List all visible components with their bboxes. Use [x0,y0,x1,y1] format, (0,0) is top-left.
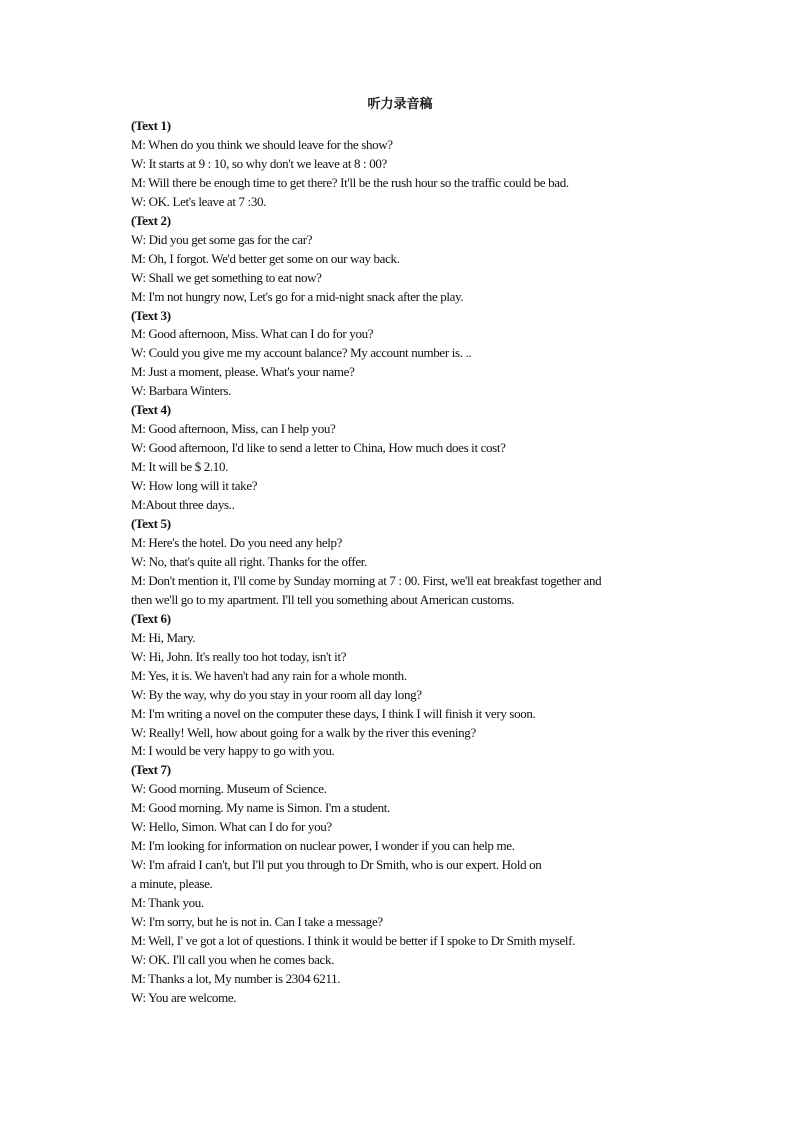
dialogue-line: W: Did you get some gas for the car? [131,231,313,247]
dialogue-line: M: Yes, it is. We haven't had any rain for a whole month. [131,667,407,683]
dialogue-line: W: I'm sorry, but he is not in. Can I take a message? [131,914,383,930]
dialogue-line: W: I'm afraid I can't, but I'll put you through to Dr Smith, who is our expert. Hold on [131,857,542,873]
dialogue-line: M: Hi, Mary. [131,629,196,645]
dialogue-line: M: Here's the hotel. Do you need any help? [131,534,343,550]
dialogue-line: M: Just a moment, please. What's your name? [131,364,355,380]
dialogue-line: then we'll go to my apartment. I'll tell you something about American customs. [131,591,515,607]
dialogue-line: W: OK. I'll call you when he comes back. [131,951,335,967]
dialogue-line: M: I'm writing a novel on the computer these days, I think I will finish it very soon. [131,705,536,721]
dialogue-line: W: No, that's quite all right. Thanks for the offer. [131,553,367,569]
dialogue-line: M: Good afternoon, Miss. What can I do for you? [131,326,374,342]
document-title: 听力录音稿 [367,97,433,112]
dialogue-line: M:About three days.. [131,497,235,513]
dialogue-line: W: By the way, why do you stay in your room all day long? [131,686,422,702]
dialogue-line: W: OK. Let's leave at 7 :30. [131,193,267,209]
dialogue-line: W: Barbara Winters. [131,383,232,399]
section-heading: (Text 5) [131,516,171,532]
dialogue-line: W: Really! Well, how about going for a walk by the river this evening? [131,724,476,740]
section-heading: (Text 7) [131,762,171,778]
dialogue-line: M: Will there be enough time to get there? It'll be the rush hour so the traffic could be bad. [131,174,569,190]
dialogue-line: M: I'm looking for information on nuclear power, I wonder if you can help me. [131,838,515,854]
dialogue-line: M: Good morning. My name is Simon. I'm a student. [131,800,390,816]
dialogue-line: M: When do you think we should leave for the show? [131,136,393,152]
dialogue-line: W: It starts at 9 : 10, so why don't we leave at 8 : 00? [131,155,387,171]
section-heading: (Text 3) [131,307,171,323]
dialogue-line: W: Hello, Simon. What can I do for you? [131,819,332,835]
dialogue-line: W: Could you give me my account balance? My account number is. .. [131,345,472,361]
dialogue-line: M: Well, I' ve got a lot of questions. I think it would be better if I spoke to Dr Smith myself. [131,932,576,948]
dialogue-line: W: You are welcome. [131,989,237,1005]
dialogue-line: M: I'm not hungry now, Let's go for a mid-night snack after the play. [131,288,464,304]
dialogue-line: a minute, please. [131,876,213,892]
section-heading: (Text 1) [131,118,171,133]
dialogue-line: W: Shall we get something to eat now? [131,269,322,285]
section-heading: (Text 2) [131,212,171,228]
dialogue-line: M: Thanks a lot, My number is 2304 6211. [131,970,341,986]
dialogue-line: M: It will be $ 2.10. [131,459,229,475]
dialogue-line: W: How long will it take? [131,478,258,494]
dialogue-line: M: Don't mention it, I'll come by Sunday morning at 7 : 00. First, we'll eat breakfast together and [131,572,602,588]
dialogue-line: W: Hi, John. It's really too hot today, isn't it? [131,648,347,664]
dialogue-line: M: Thank you. [131,895,204,911]
dialogue-line: W: Good afternoon, I'd like to send a letter to China, How much does it cost? [131,440,506,456]
dialogue-line: M: Good afternoon, Miss, can I help you? [131,421,336,437]
section-heading: (Text 4) [131,402,171,418]
dialogue-line: M: I would be very happy to go with you. [131,743,335,759]
dialogue-line: M: Oh, I forgot. We'd better get some on our way back. [131,250,400,266]
transcript-body [131,117,676,1008]
dialogue-line: W: Good morning. Museum of Science. [131,781,327,797]
section-heading: (Text 6) [131,610,171,626]
